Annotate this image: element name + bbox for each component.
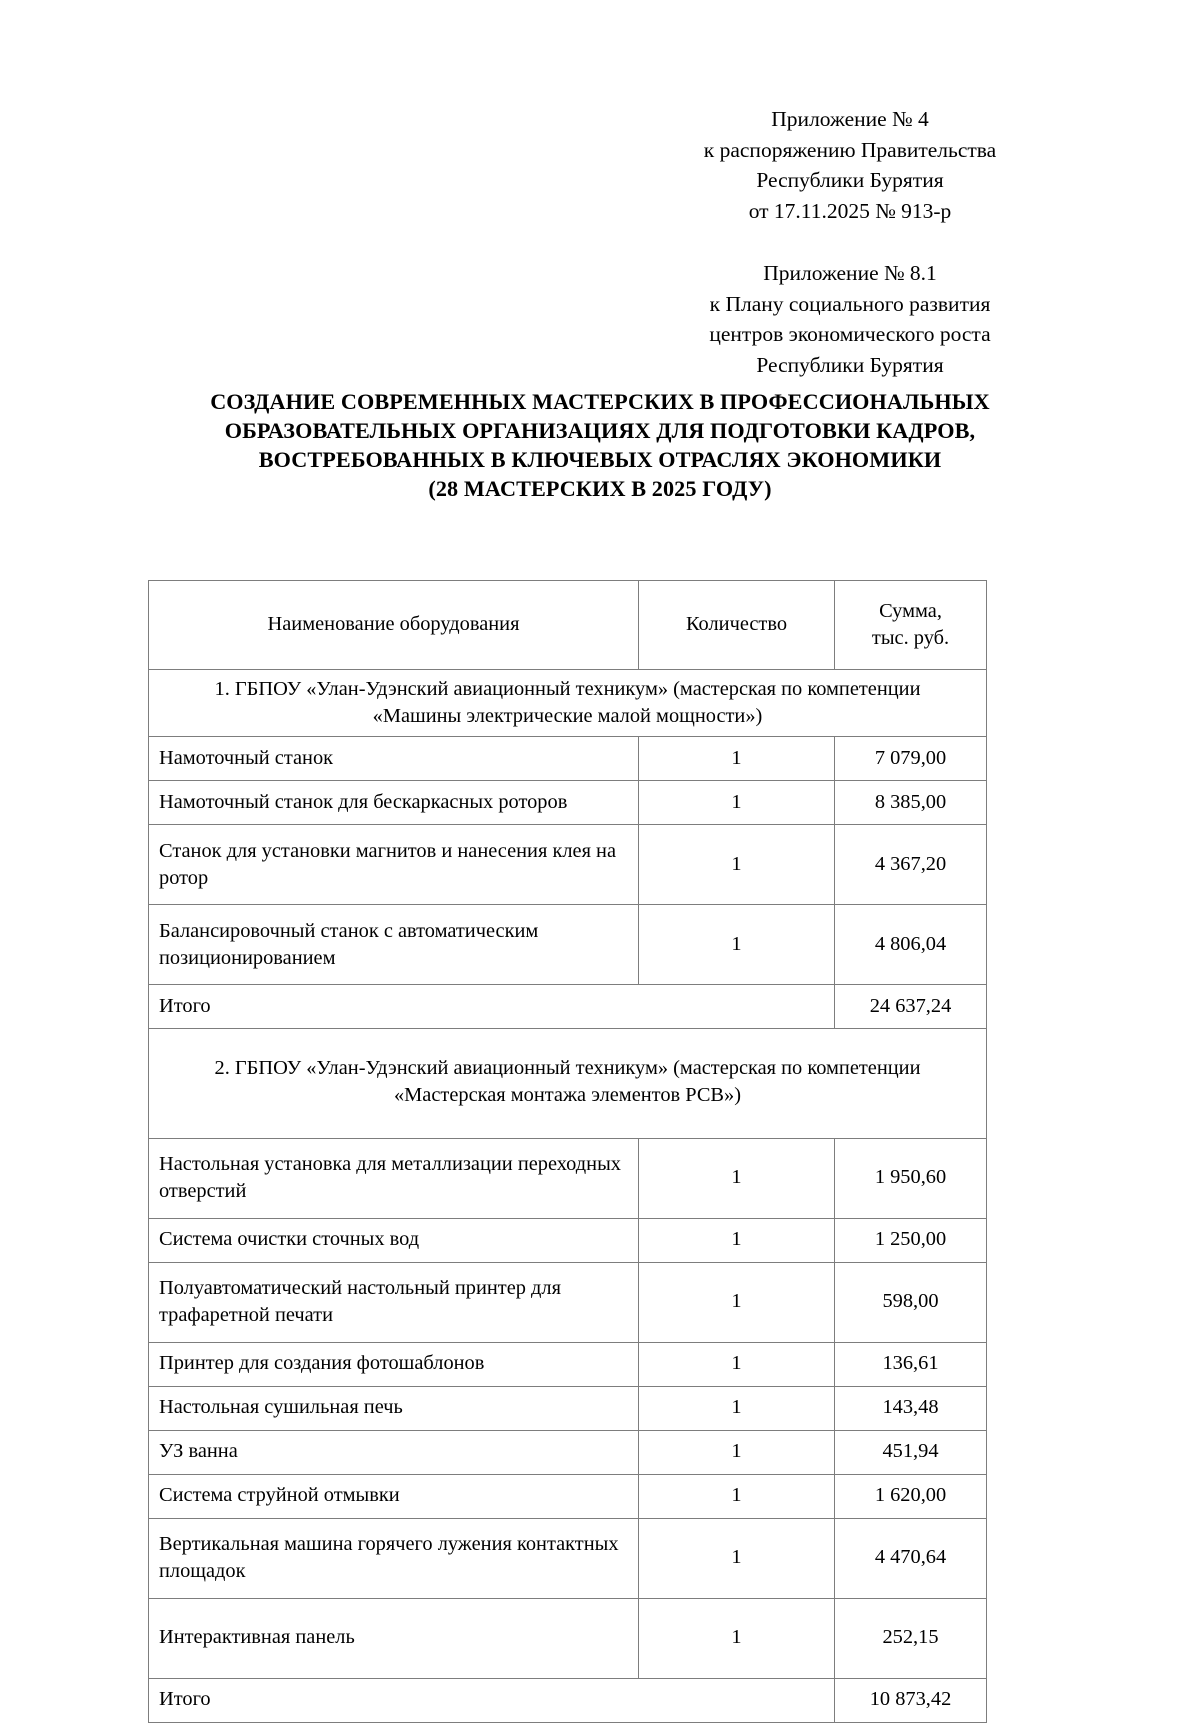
table-row — [149, 825, 987, 905]
header-spacer — [700, 226, 1000, 258]
title-line-3: ВОСТРЕБОВАННЫХ В КЛЮЧЕВЫХ ОТРАСЛЯХ ЭКОНОМИКИ — [258, 446, 942, 472]
appendix-header — [700, 104, 1000, 380]
equipment-sum-cell: 598,00 — [835, 1262, 987, 1342]
equipment-name-cell: Намоточный станок для бескаркасных роторов — [149, 781, 639, 825]
equipment-quantity-cell: 1 — [639, 781, 835, 825]
appendix-line-4: от 17.11.2025 № 913-р — [748, 198, 952, 223]
equipment-quantity-cell: 1 — [639, 1138, 835, 1218]
plan-line-1: Приложение № 8.1 — [763, 261, 937, 286]
equipment-name-cell: Настольная установка для металлизации переходных отверстий — [149, 1138, 639, 1218]
appendix-line-1: Приложение № 4 — [771, 107, 929, 131]
plan-line-2: к Плану социального развития — [709, 291, 991, 316]
title-line-1: СОЗДАНИЕ СОВРЕМЕННЫХ МАСТЕРСКИХ В ПРОФЕССИОНАЛЬНЫХ — [210, 389, 990, 414]
equipment-sum-cell: 4 367,20 — [835, 825, 987, 905]
equipment-sum-cell: 1 250,00 — [835, 1218, 987, 1262]
section-heading-line1: 1. ГБПОУ «Улан-Удэнский авиационный техникум» (мастерская по компетенции — [214, 678, 921, 700]
total-sum-cell: 10 873,42 — [835, 1678, 987, 1722]
column-header-sum-line2: тыс. руб. — [871, 627, 950, 649]
section-heading — [149, 1029, 987, 1138]
table-row — [149, 1138, 987, 1218]
equipment-quantity-cell: 1 — [639, 1474, 835, 1518]
equipment-sum-cell: 143,48 — [835, 1386, 987, 1430]
equipment-quantity-cell: 1 — [639, 1218, 835, 1262]
table-row — [149, 1386, 987, 1430]
table-row — [149, 1342, 987, 1386]
equipment-sum-cell: 7 079,00 — [835, 737, 987, 781]
equipment-sum-cell: 136,61 — [835, 1342, 987, 1386]
section-heading-line2: «Мастерская монтажа элементов РСВ») — [393, 1084, 742, 1107]
equipment-table — [148, 580, 987, 1723]
equipment-quantity-cell: 1 — [639, 737, 835, 781]
equipment-table-wrapper — [148, 580, 986, 1723]
appendix-line-3: Республики Бурятия — [756, 168, 944, 193]
total-sum-cell: 24 637,24 — [835, 985, 987, 1029]
equipment-name-cell: Настольная сушильная печь — [149, 1386, 639, 1430]
total-label-cell: Итого — [149, 985, 835, 1029]
equipment-quantity-cell: 1 — [639, 1342, 835, 1386]
equipment-sum-cell: 4 470,64 — [835, 1518, 987, 1598]
table-header-row — [149, 581, 987, 670]
equipment-quantity-cell: 1 — [639, 1430, 835, 1474]
equipment-name-cell: Балансировочный станок с автоматическим позиционированием — [149, 905, 639, 985]
equipment-sum-cell: 4 806,04 — [835, 905, 987, 985]
equipment-name-cell: Вертикальная машина горячего лужения контактных площадок — [149, 1518, 639, 1598]
appendix-line-2: к распоряжению Правительства — [703, 137, 997, 162]
equipment-quantity-cell: 1 — [639, 1518, 835, 1598]
title-line-4: (28 МАСТЕРСКИХ В 2025 ГОДУ) — [428, 475, 772, 501]
equipment-name-cell: Полуавтоматический настольный принтер для трафаретной печати — [149, 1262, 639, 1342]
section-heading-line2: «Машины электрические малой мощности») — [372, 705, 763, 728]
section-heading — [149, 670, 987, 737]
equipment-sum-cell: 1 950,60 — [835, 1138, 987, 1218]
section-heading-row — [149, 670, 987, 737]
equipment-name-cell: Принтер для создания фотошаблонов — [149, 1342, 639, 1386]
table-head — [149, 581, 987, 670]
equipment-quantity-cell: 1 — [639, 1262, 835, 1342]
table-row — [149, 1430, 987, 1474]
equipment-name-cell: Система струйной отмывки — [149, 1474, 639, 1518]
total-row — [149, 1678, 987, 1722]
table-row — [149, 781, 987, 825]
column-header-name: Наименование оборудования — [149, 581, 639, 670]
equipment-sum-cell: 1 620,00 — [835, 1474, 987, 1518]
total-label-cell: Итого — [149, 1678, 835, 1722]
table-body — [149, 670, 987, 1723]
table-row — [149, 1598, 987, 1678]
table-row — [149, 1518, 987, 1598]
column-header-sum-line1: Сумма, — [879, 599, 942, 622]
table-row — [149, 737, 987, 781]
section-heading-row — [149, 1029, 987, 1138]
equipment-sum-cell: 252,15 — [835, 1598, 987, 1678]
title-line-2: ОБРАЗОВАТЕЛЬНЫХ ОРГАНИЗАЦИЯХ ДЛЯ ПОДГОТОВКИ КАДРОВ, — [224, 417, 976, 443]
plan-line-3: центров экономического роста — [709, 322, 991, 347]
table-row — [149, 1474, 987, 1518]
table-row — [149, 1262, 987, 1342]
equipment-name-cell: УЗ ванна — [149, 1430, 639, 1474]
equipment-name-cell: Интерактивная панель — [149, 1598, 639, 1678]
equipment-name-cell: Станок для установки магнитов и нанесения клея на ротор — [149, 825, 639, 905]
total-row — [149, 985, 987, 1029]
equipment-quantity-cell: 1 — [639, 905, 835, 985]
plan-line-4: Республики Бурятия — [756, 352, 944, 377]
page-title — [120, 388, 1080, 503]
column-header-sum — [835, 581, 987, 670]
equipment-quantity-cell: 1 — [639, 1598, 835, 1678]
column-header-quantity: Количество — [639, 581, 835, 670]
equipment-quantity-cell: 1 — [639, 1386, 835, 1430]
equipment-name-cell: Намоточный станок — [149, 737, 639, 781]
table-row — [149, 905, 987, 985]
section-heading-line1: 2. ГБПОУ «Улан-Удэнский авиационный техникум» (мастерская по компетенции — [214, 1057, 921, 1080]
equipment-quantity-cell: 1 — [639, 825, 835, 905]
equipment-sum-cell: 8 385,00 — [835, 781, 987, 825]
equipment-sum-cell: 451,94 — [835, 1430, 987, 1474]
table-row — [149, 1218, 987, 1262]
equipment-name-cell: Система очистки сточных вод — [149, 1218, 639, 1262]
